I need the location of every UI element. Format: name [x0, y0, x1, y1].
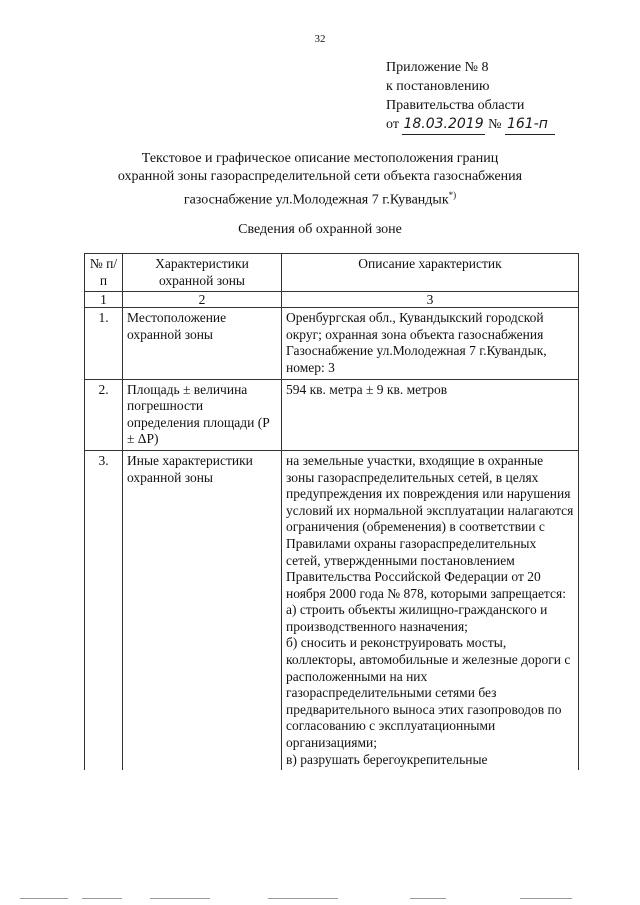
number-sign: № — [488, 117, 502, 132]
appendix-line-2: к постановлению — [386, 79, 490, 94]
scan-mark — [150, 898, 210, 899]
scan-mark — [268, 898, 338, 899]
restriction-item-a: а) строить объекты жилищно-гражданского и производственного назначения; — [286, 602, 548, 634]
appendix-line-3: Правительства области — [386, 98, 525, 113]
column-number: 1 — [85, 292, 123, 308]
restrictions-intro: на земельные участки, входящие в охранные зоны газораспределительных сетей, в целях предупреждения их повреждения или нарушения условий их нормальной эксплуатации налагаются ограничения (обременения) в соответствии с Правилами охраны газораспределительных сетей, утвержденными постановлением Правительства Российской Федерации от 20 ноября 2000 года № 878, которыми запрещается: — [286, 452, 574, 601]
scan-mark — [520, 898, 572, 899]
scan-mark — [20, 898, 68, 899]
column-number-row — [85, 292, 579, 308]
date-prefix: от — [386, 117, 399, 132]
table-header-row — [85, 254, 579, 292]
row-characteristic: Местоположение охранной зоны — [123, 308, 282, 379]
row-number: 2. — [85, 379, 123, 450]
restriction-item-c: в) разрушать берегоукрепительные — [286, 751, 488, 767]
row-number: 3. — [85, 450, 123, 770]
scan-mark — [410, 898, 446, 899]
title-line-3 — [90, 186, 550, 210]
title-line-3-text: газоснабжение ул.Молодежная 7 г.Кувандык — [183, 192, 449, 208]
row-description: Оренбургская обл., Кувандыкский городской округ; охранная зона объекта газоснабжения Газоснабжение ул.Молодежная 7 г.Кувандык, номер: 3 — [282, 308, 579, 379]
title-line-1: Текстовое и графическое описание местоположения границ — [141, 151, 499, 166]
title-line-2: охранной зоны газораспределительной сети объекта газоснабжения — [117, 169, 523, 184]
appendix-line-1: Приложение № 8 — [386, 60, 489, 75]
row-description — [282, 450, 579, 770]
header-characteristic: Характеристики охранной зоны — [123, 254, 282, 292]
page-number: 32 — [314, 33, 326, 45]
section-subtitle: Сведения об охранной зоне — [238, 222, 402, 237]
header-description: Описание характеристик — [282, 254, 579, 292]
handwritten-number: 161-п — [505, 115, 555, 135]
table-row — [85, 379, 579, 450]
header-number: № п/п — [85, 254, 123, 292]
scan-edge-marks — [0, 898, 640, 904]
zone-info-table — [84, 253, 579, 770]
document-title — [90, 150, 550, 210]
row-number: 1. — [85, 308, 123, 379]
scan-mark — [82, 898, 122, 899]
appendix-date-line — [386, 115, 555, 135]
appendix-block — [386, 58, 555, 135]
column-number: 2 — [123, 292, 282, 308]
row-characteristic: Иные характеристики охранной зоны — [123, 450, 282, 770]
column-number: 3 — [282, 292, 579, 308]
footnote-mark: *) — [448, 190, 457, 200]
handwritten-date: 18.03.2019 — [402, 115, 484, 135]
table-row — [85, 450, 579, 770]
table-row — [85, 308, 579, 379]
restriction-item-b: б) сносить и реконструировать мосты, коллекторы, автомобильные и железные дороги с расположенными на них газораспределительными сетями без предварительного выноса этих газопроводов по согласованию с эксплуатационными организациями; — [286, 635, 571, 751]
row-characteristic: Площадь ± величина погрешности определения площади (P ± ΔP) — [123, 379, 282, 450]
row-description: 594 кв. метра ± 9 кв. метров — [282, 379, 579, 450]
